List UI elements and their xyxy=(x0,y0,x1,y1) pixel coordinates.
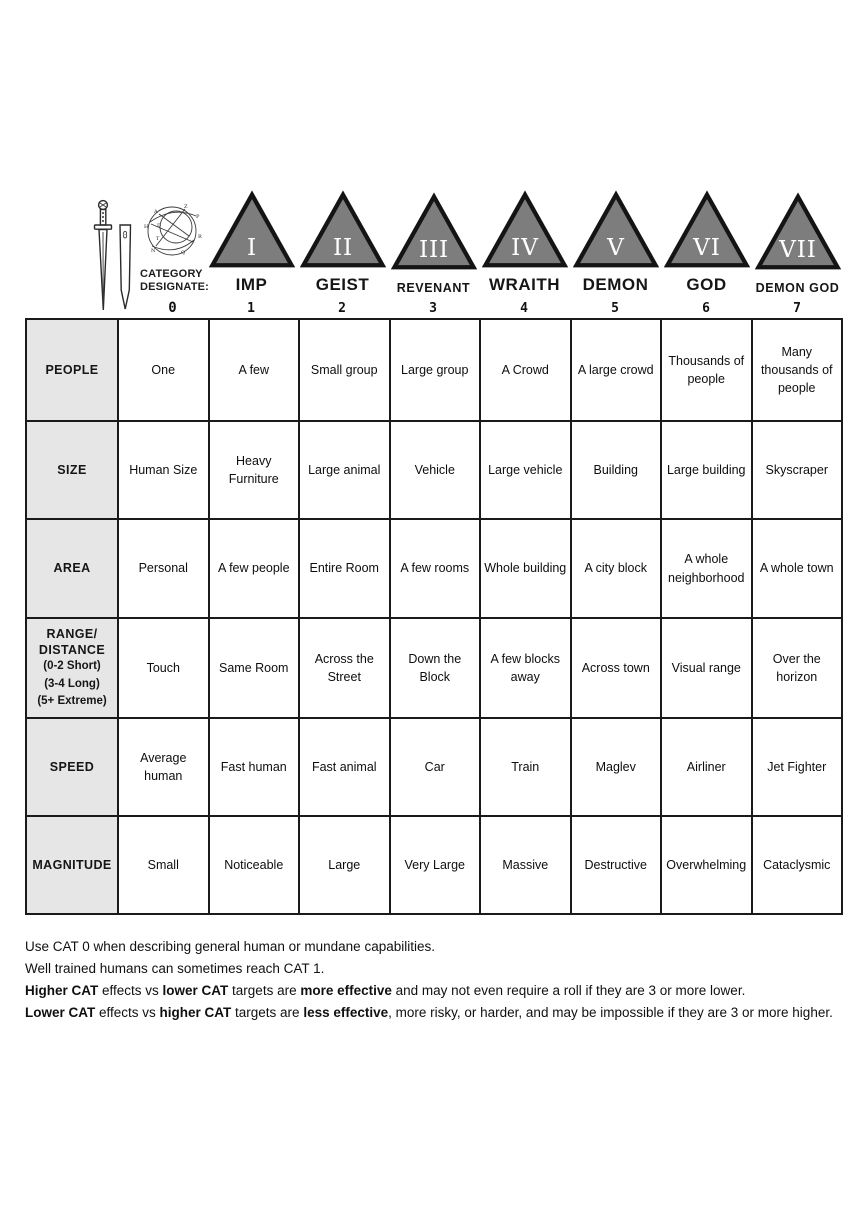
category-name: GOD xyxy=(686,275,727,294)
category-demon-god xyxy=(752,181,843,318)
footnote-emphasis: less effective xyxy=(303,1005,389,1020)
category-triangle-icon xyxy=(755,192,841,272)
svg-text:D: D xyxy=(157,222,162,229)
table-cell: Across the Street xyxy=(300,619,389,717)
table-cell: Fast human xyxy=(210,719,299,815)
category-triangle-icon xyxy=(209,190,295,270)
svg-text:R: R xyxy=(198,233,202,240)
category-revenant xyxy=(388,181,479,318)
svg-text:VII: VII xyxy=(778,235,817,263)
row-header-size: SIZE xyxy=(27,422,117,518)
table-cell: Large vehicle xyxy=(481,422,570,518)
row-header-magnitude: MAGNITUDE xyxy=(27,817,117,913)
footnote-emphasis: more effective xyxy=(300,983,392,998)
category-geist xyxy=(297,181,388,318)
table-cell: Over the horizon xyxy=(753,619,842,717)
table-cell: A few xyxy=(210,320,299,420)
category-header-band xyxy=(25,181,843,318)
category-triangle-icon xyxy=(482,190,568,270)
svg-text:T: T xyxy=(156,235,160,242)
table-cell: Whole building xyxy=(481,520,570,617)
footnote-text: , more risky, or harder, and may be impossible if they are 3 or more higher. xyxy=(388,1005,833,1020)
category-triangle-icon xyxy=(573,190,659,270)
category-name: WRAITH xyxy=(489,275,560,294)
table-cell: Across town xyxy=(572,619,661,717)
row-header-range: RANGE/ DISTANCE (0-2 Short) (3-4 Long) (5+ Extreme) xyxy=(27,619,117,717)
category-god xyxy=(661,181,752,318)
category-number: 7 xyxy=(793,301,802,316)
footnote-text: Well trained humans can sometimes reach CAT 1. xyxy=(25,961,325,976)
footnote-emphasis: Lower CAT xyxy=(25,1005,96,1020)
category-demon xyxy=(570,181,661,318)
table-cell: Car xyxy=(391,719,480,815)
table-cell: A large crowd xyxy=(572,320,661,420)
table-cell: A city block xyxy=(572,520,661,617)
category-triangle-icon xyxy=(300,190,386,270)
svg-text:II: II xyxy=(332,233,353,261)
table-cell: Entire Room xyxy=(300,520,389,617)
table-cell: One xyxy=(119,320,208,420)
table-cell: A few people xyxy=(210,520,299,617)
table-cell: Visual range xyxy=(662,619,751,717)
svg-text:Q: Q xyxy=(181,249,186,256)
category-name: REVENANT xyxy=(396,281,471,295)
table-cell: Building xyxy=(572,422,661,518)
footnotes xyxy=(25,936,843,1024)
table-cell: A few blocks away xyxy=(481,619,570,717)
svg-text:I: I xyxy=(246,233,257,261)
category-number: 1 xyxy=(247,301,256,316)
table-cell: A Crowd xyxy=(481,320,570,420)
table-cell: Vehicle xyxy=(391,422,480,518)
category-number: 4 xyxy=(520,301,529,316)
table-cell: Massive xyxy=(481,817,570,913)
table-cell: Thousands of people xyxy=(662,320,751,420)
table-cell: A few rooms xyxy=(391,520,480,617)
table-cell: Skyscraper xyxy=(753,422,842,518)
table-cell: Destructive xyxy=(572,817,661,913)
footnote-text: effects vs xyxy=(95,1005,160,1020)
category-triangle-icon xyxy=(391,192,477,272)
category-designate-number: 0 xyxy=(168,300,178,316)
table-cell: Large group xyxy=(391,320,480,420)
footnote-line xyxy=(25,1002,843,1024)
footnote-line xyxy=(25,958,843,980)
table-cell: Small group xyxy=(300,320,389,420)
svg-text:V: V xyxy=(606,233,625,261)
table-cell: Personal xyxy=(119,520,208,617)
category-triangle-icon xyxy=(664,190,750,270)
table-cell: Noticeable xyxy=(210,817,299,913)
footnote-line xyxy=(25,980,843,1002)
svg-text:III: III xyxy=(418,235,449,263)
svg-text:A: A xyxy=(154,208,158,215)
table-cell: A whole town xyxy=(753,520,842,617)
row-header-people: PEOPLE xyxy=(27,320,117,420)
table-cell: Large building xyxy=(662,422,751,518)
table-cell: Touch xyxy=(119,619,208,717)
category-wraith xyxy=(479,181,570,318)
table-cell: Human Size xyxy=(119,422,208,518)
footnote-text: targets are xyxy=(228,983,301,998)
svg-text:P: P xyxy=(196,213,200,220)
table-cell: Overwhelming xyxy=(662,817,751,913)
table-cell: Cataclysmic xyxy=(753,817,842,913)
table-cell: Jet Fighter xyxy=(753,719,842,815)
svg-text:Z: Z xyxy=(184,203,188,210)
svg-text:IV: IV xyxy=(510,233,539,261)
footnote-text: targets are xyxy=(231,1005,304,1020)
footnote-text: Use CAT 0 when describing general human or mundane capabilities. xyxy=(25,939,435,954)
category-number: 3 xyxy=(429,301,438,316)
footnote-emphasis: Higher CAT xyxy=(25,983,99,998)
table-cell: Airliner xyxy=(662,719,751,815)
svg-text:H: H xyxy=(144,223,149,230)
footnote-line xyxy=(25,936,843,958)
category-number: 2 xyxy=(338,301,347,316)
table-cell: A whole neighborhood xyxy=(662,520,751,617)
category-table xyxy=(25,318,843,915)
table-cell: Same Room xyxy=(210,619,299,717)
table-cell: Very Large xyxy=(391,817,480,913)
category-number: 5 xyxy=(611,301,620,316)
summoning-circle-diagram-icon xyxy=(143,202,203,265)
svg-text:VI: VI xyxy=(692,233,721,261)
footnote-text: and may not even require a roll if they are 3 or more lower. xyxy=(391,983,746,998)
table-cell: Large animal xyxy=(300,422,389,518)
category-name: GEIST xyxy=(315,275,370,294)
category-designate-emblem xyxy=(25,181,210,318)
category-name: IMP xyxy=(235,275,268,294)
footnote-emphasis: lower CAT xyxy=(162,983,229,998)
category-number: 6 xyxy=(702,301,711,316)
category-name: DEMON GOD xyxy=(755,281,840,295)
footnote-emphasis: higher CAT xyxy=(159,1005,232,1020)
footnote-text: effects vs xyxy=(98,983,163,998)
category-imp xyxy=(206,181,297,318)
table-cell: Average human xyxy=(119,719,208,815)
row-header-speed: SPEED xyxy=(27,719,117,815)
table-cell: Small xyxy=(119,817,208,913)
category-designate-label: CATEGORY DESIGNATE: xyxy=(140,267,210,294)
dagger-and-sheath-icon xyxy=(90,188,136,316)
row-header-area: AREA xyxy=(27,520,117,617)
category-name: DEMON xyxy=(582,275,649,294)
table-cell: Heavy Furniture xyxy=(210,422,299,518)
table-cell: Many thousands of people xyxy=(753,320,842,420)
table-cell: Train xyxy=(481,719,570,815)
svg-text:N: N xyxy=(151,247,156,254)
table-cell: Maglev xyxy=(572,719,661,815)
table-cell: Fast animal xyxy=(300,719,389,815)
table-cell: Down the Block xyxy=(391,619,480,717)
table-cell: Large xyxy=(300,817,389,913)
